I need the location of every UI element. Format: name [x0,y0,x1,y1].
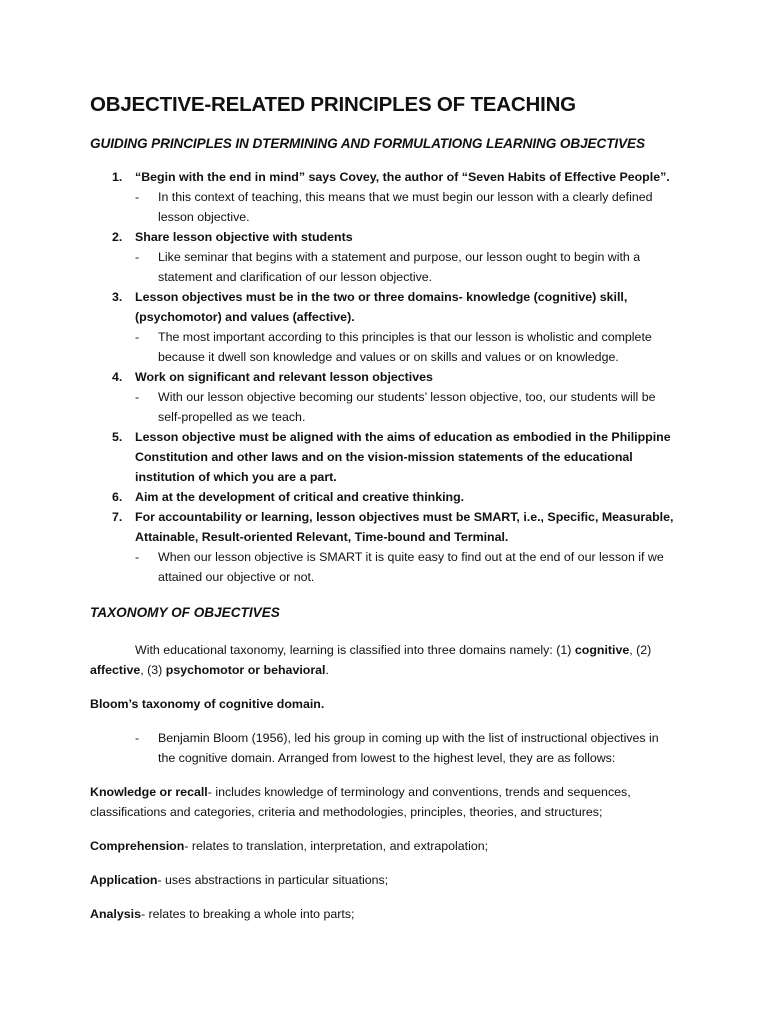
dash-bullet: - [135,390,140,404]
principle-item [90,427,678,487]
level-desc: - relates to translation, interpretation, and extrapolation; [184,839,489,853]
item-text: “Begin with the end in mind” says Covey, the author of “Seven Habits of Effective People”. [135,170,670,184]
principle-item [90,227,678,287]
level-knowledge [90,782,678,822]
subpoint-text: Like seminar that begins with a statement and purpose, our lesson ought to begin with a statement and clarification of our lesson objective. [158,250,641,284]
dash-bullet: - [135,330,140,344]
level-analysis [90,904,678,924]
item-number: 3. [112,290,123,304]
subpoint-text: With our lesson objective becoming our students’ lesson objective, too, our students will be self-propelled as we teach. [158,390,656,424]
intro-cognitive: cognitive [574,643,630,657]
bloom-text: Benjamin Bloom (1956), led his group in coming up with the list of instructional objectives in the cognitive domain. Arranged from lowest to the highest level, they are as follows: [158,731,659,765]
subpoint-text: When our lesson objective is SMART it is quite easy to find out at the end of our lesson if we attained our objective or not. [158,550,664,584]
item-subpoint [135,327,678,367]
item-text: Lesson objectives must be in the two or three domains- knowledge (cognitive) skill, (psychomotor) and values (affective). [135,290,628,324]
principle-item [90,167,678,227]
level-term: Analysis [90,907,141,921]
intro-text: . [325,663,329,677]
intro-text: , (2) [629,643,652,657]
intro-text: With educational taxonomy, learning is classified into three domains namely: (1) [135,643,575,657]
intro-text: , (3) [140,663,166,677]
dash-bullet: - [135,190,140,204]
item-number: 6. [112,490,123,504]
level-desc: - relates to breaking a whole into parts; [140,907,355,921]
principle-item [90,287,678,367]
level-comprehension [90,836,678,856]
level-term: Application [90,873,158,887]
item-number: 2. [112,230,123,244]
principle-item [90,487,678,507]
intro-psychomotor: psychomotor or behavioral [165,663,326,677]
intro-affective: affective [90,663,141,677]
item-text: For accountability or learning, lesson objectives must be SMART, i.e., Specific, Measurable, Attainable, Result-oriented Relevant, Time-bound and Terminal. [135,510,674,544]
dash-bullet: - [135,250,140,264]
principles-list [90,167,678,587]
bloom-heading: Bloom’s taxonomy of cognitive domain. [90,697,325,711]
item-subpoint [135,187,678,227]
level-term: Knowledge or recall [90,785,208,799]
item-subpoint [135,547,678,587]
item-subpoint [135,247,678,287]
item-number: 1. [112,170,123,184]
item-text: Work on significant and relevant lesson objectives [135,370,433,384]
item-text: Aim at the development of critical and creative thinking. [135,490,465,504]
section-subtitle: GUIDING PRINCIPLES IN DTERMINING AND FORMULATIONG LEARNING OBJECTIVES [90,136,645,151]
taxonomy-heading: TAXONOMY OF OBJECTIVES [90,605,280,620]
level-term: Comprehension [90,839,185,853]
dash-bullet: - [135,550,140,564]
item-text: Share lesson objective with students [135,230,353,244]
level-application [90,870,678,890]
principle-item [90,507,678,587]
item-text: Lesson objective must be aligned with the aims of education as embodied in the Philippine Constitution and other laws and on the vision-mission statements of the educational institution of which you are a part. [135,430,671,484]
bloom-description [90,728,678,768]
dash-bullet: - [135,731,140,745]
subpoint-text: The most important according to this principles is that our lesson is wholistic and complete because it dwell son knowledge and values or on skills and values or on knowledge. [158,330,652,364]
level-desc: - uses abstractions in particular situations; [157,873,389,887]
level-desc: - includes knowledge of terminology and conventions, trends and sequences, classifications and categories, criteria and methodologies, principles, theories, and structures; [90,785,631,819]
item-number: 5. [112,430,123,444]
principle-item [90,367,678,427]
subpoint-text: In this context of teaching, this means that we must begin our lesson with a clearly defined lesson objective. [158,190,653,224]
taxonomy-intro [90,640,678,680]
item-number: 7. [112,510,123,524]
item-number: 4. [112,370,123,384]
page-title: OBJECTIVE-RELATED PRINCIPLES OF TEACHING [90,93,576,116]
item-subpoint [135,387,678,427]
